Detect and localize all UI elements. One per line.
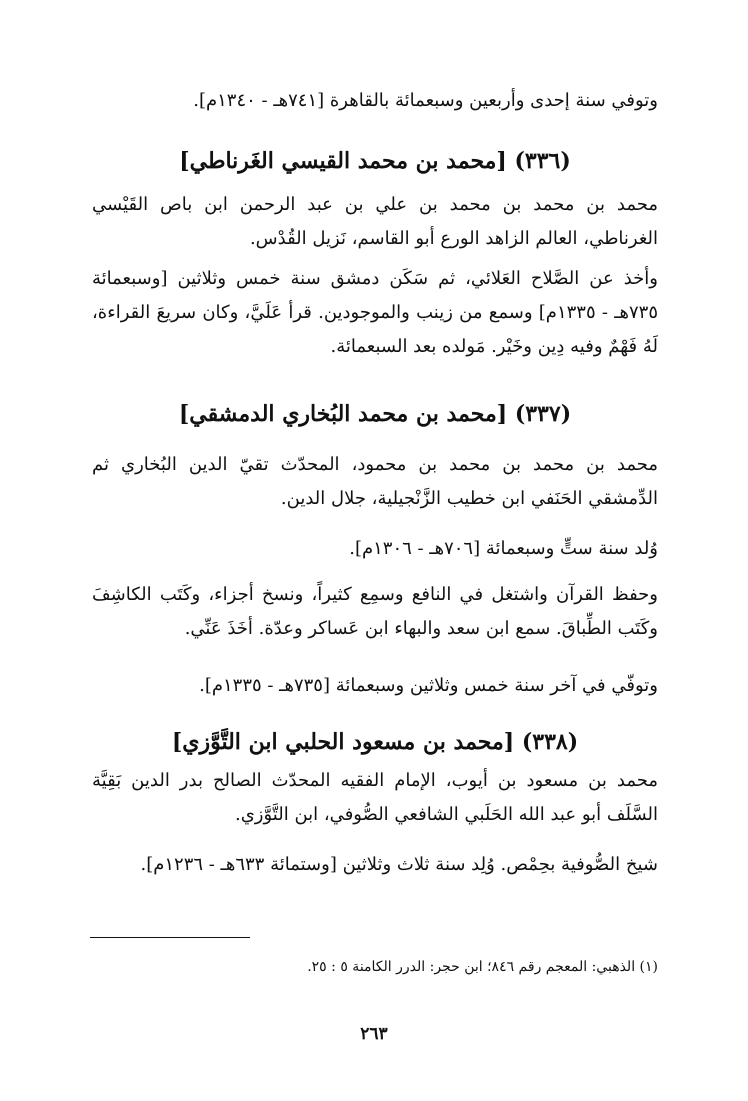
page-number: ٢٦٣ [360,1024,388,1044]
footnote-divider [90,937,250,938]
entry-337-paragraph-4: وتوفّي في آخر سنة خمس وثلاثين وسبعمائة [٧٣٥هـ - ١٣٣٥م]. [199,675,658,696]
entry-337-paragraph-3: وحفظ القرآن واشتغل في النافع وسمِع كثيراً، ونسخ أجزاء، وكَتَب الكاشِفَ وكَتَب الطِّباقَ. سمع ابن سعد والبهاء ابن عَساكر وعدّة. أخَذَ عَنِّي. [92,584,658,639]
entry-337-paragraph-1: محمد بن محمد بن محمد بن محمود، المحدّث تقيّ الدين البُخاري ثم الدِّمشقي الحَنَفي ابن خطيب الزَّنْجيلية، جلال الدين. [92,454,658,509]
entry-heading-338: (٣٣٨) [محمد بن مسعود الحلبي ابن التَّوَّزي] [171,729,579,755]
entry-338-paragraph-2: شيخ الصُّوفية بحِمْص. وُلِد سنة ثلاث وثلاثين [وستمائة ٦٣٣هـ - ١٢٣٦م]. [140,854,658,875]
entry-338-paragraph-1: محمد بن مسعود بن أيوب، الإمام الفقيه المحدّث الصالح بدر الدين بَقِيَّة السَّلَف أبو عبد الله الحَلَبي الشافعي الصُّوفي، ابن التَّوَّزي. [92,770,658,825]
entry-heading-337: (٣٣٧) [محمد بن محمد البُخاري الدمشقي] [178,401,572,427]
entry-heading-336: (٣٣٦) [محمد بن محمد القيسي الغَرناطي] [179,148,571,174]
footnote: (١) الذهبي: المعجم رقم ٨٤٦؛ ابن حجر: الدرر الكامنة ٥ : ٢٥. [307,959,658,975]
entry-337-paragraph-2: وُلد سنة ستٍّ وسبعمائة [٧٠٦هـ - ١٣٠٦م]. [349,538,658,559]
entry-336-paragraph-1: محمد بن محمد بن محمد بن علي بن عبد الرحمن ابن باص القَيْسي الغرناطي، العالم الزاهد الورع أبو القاسم، نَزيل القُدْس. [92,194,658,249]
entry-336-paragraph-2: وأخذ عن الصَّلاح العَلائي، ثم سَكَن دمشق سنة خمس وثلاثين [وسبعمائة ٧٣٥هـ - ١٣٣٥م] وسمع من زينب والموجودين. قرأ عَلَيَّ، وكان سريعَ القراءة، لَهُ فَهْمٌ وفيه دِين وخَيْر. مَولده بعد السبعمائة. [92,268,658,357]
death-note-paragraph: وتوفي سنة إحدى وأربعين وسبعمائة بالقاهرة [٧٤١هـ - ١٣٤٠م]. [193,90,658,111]
